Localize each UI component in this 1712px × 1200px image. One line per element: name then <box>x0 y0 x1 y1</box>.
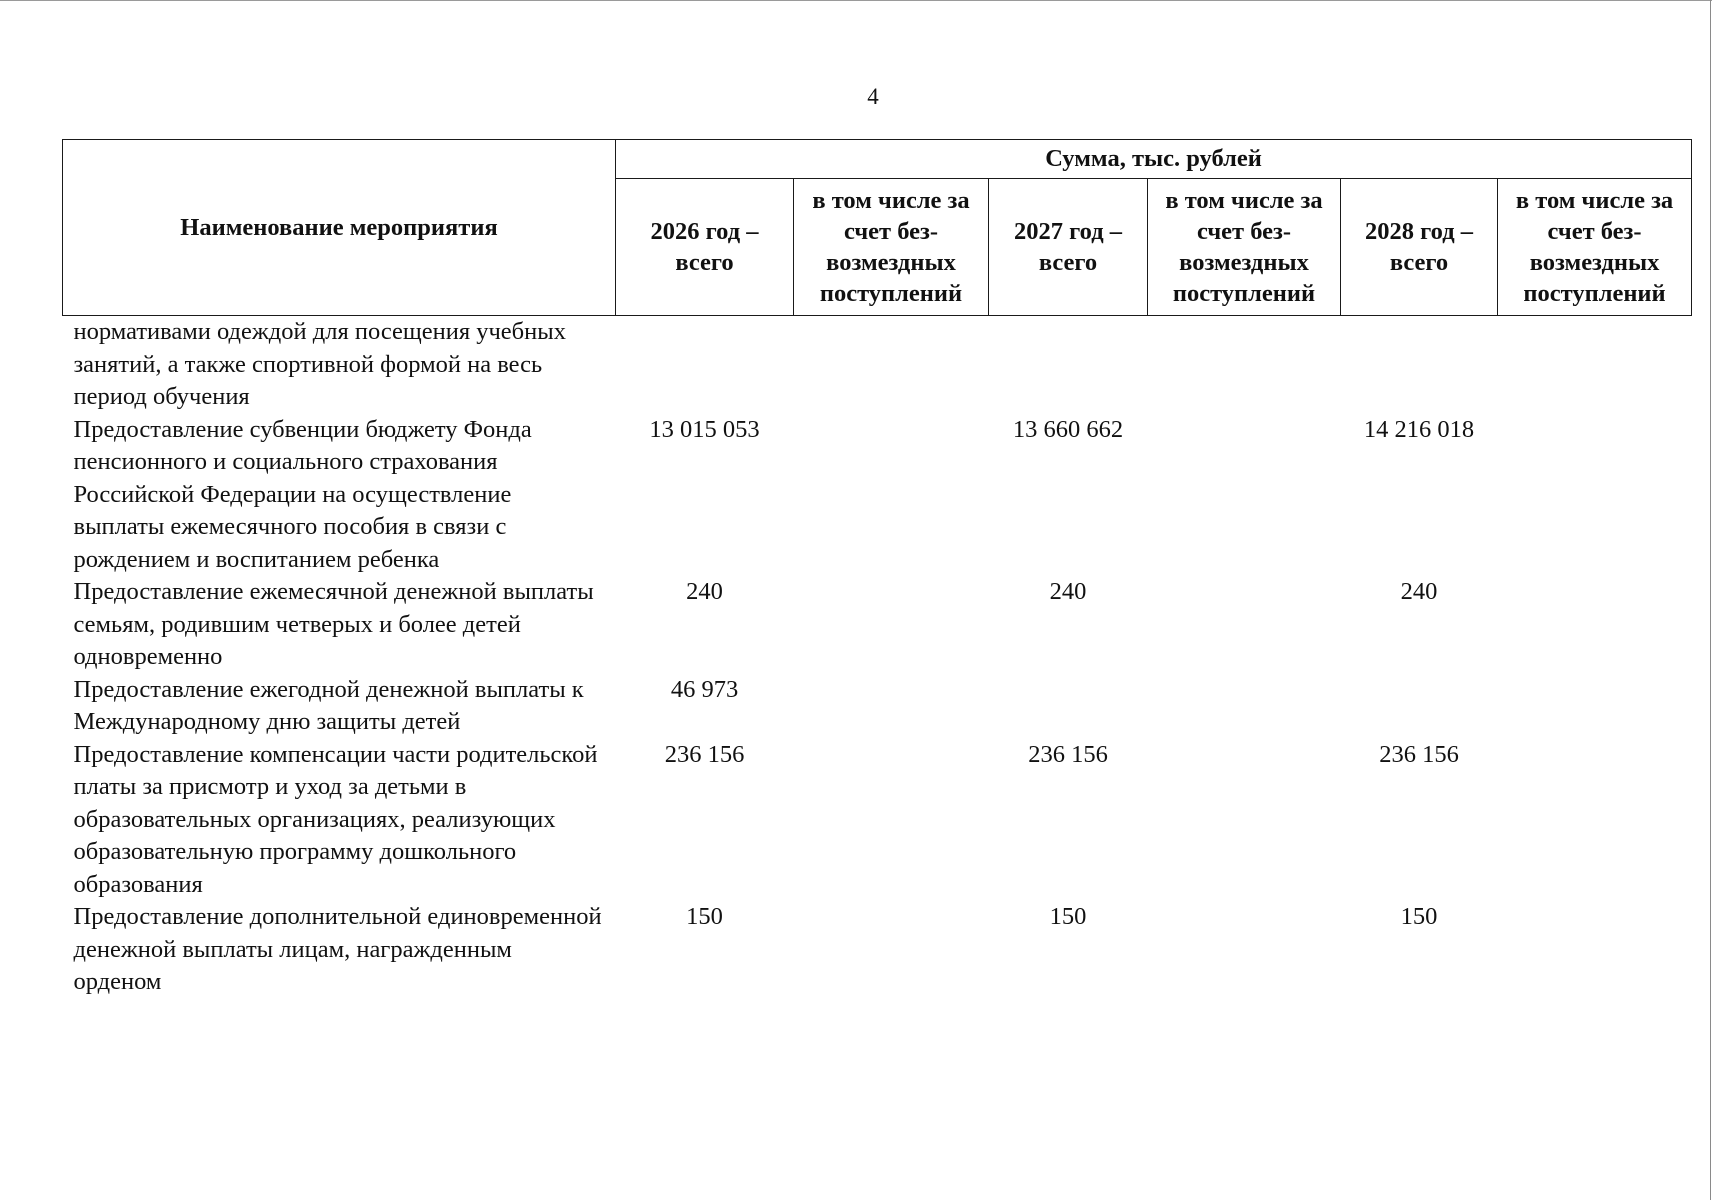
header-2028-total: 2028 год – всего <box>1341 179 1498 316</box>
value-2028-gratuitous <box>1498 316 1692 414</box>
value-2026-gratuitous <box>794 414 989 577</box>
header-2026-total: 2026 год – всего <box>616 179 794 316</box>
event-name-cell: Предоставление ежегодной денежной выплаты к Международному дню защиты детей <box>73 675 584 735</box>
header-2028-gratuitous: в том числе за счет без-возмездных поступлений <box>1498 179 1692 316</box>
header-event-name: Наименование мероприятия <box>63 140 616 316</box>
budget-table <box>62 139 1692 999</box>
value-2026-total: 240 <box>686 578 723 605</box>
value-2028-total: 240 <box>1400 578 1438 605</box>
table-body <box>63 316 1692 999</box>
event-name-cell: Предоставление субвенции бюджету Фонда пенсионного и социального страхования Российской Федерации на осуществление выплаты ежемесячного пособия в связи с рождением и воспитанием ребенка <box>73 415 532 573</box>
value-2027-total: 150 <box>1049 903 1087 930</box>
value-2026-gratuitous <box>794 901 989 999</box>
table-row <box>63 316 1692 414</box>
value-2027-total <box>989 674 1148 739</box>
value-2027-gratuitous <box>1148 316 1341 414</box>
header-2027-total: 2027 год – всего <box>989 179 1148 316</box>
value-2026-total: 236 156 <box>664 740 745 768</box>
value-2027-total: 240 <box>1049 578 1087 605</box>
value-2027-total <box>989 316 1148 414</box>
header-sum-group: Сумма, тыс. рублей <box>616 140 1692 179</box>
value-2027-gratuitous <box>1148 414 1341 577</box>
header-2026-gratuitous: в том числе за счет без-возмездных поступлений <box>794 179 989 316</box>
value-2028-gratuitous <box>1498 901 1692 999</box>
value-2028-total <box>1341 674 1498 739</box>
table-row <box>63 901 1692 999</box>
value-2027-gratuitous <box>1148 674 1341 739</box>
header-2027-gratuitous: в том числе за счет без-возмездных поступлений <box>1148 179 1341 316</box>
page-top-edge <box>0 0 1712 1</box>
table-row <box>63 674 1692 739</box>
value-2026-total: 150 <box>686 903 723 930</box>
value-2027-total: 236 156 <box>1028 740 1108 768</box>
table-row <box>63 576 1692 674</box>
value-2028-total: 14 216 018 <box>1363 415 1475 443</box>
value-2028-total: 236 156 <box>1379 740 1459 768</box>
event-name-cell: нормативами одеждой для посещения учебных занятий, а также спортивной формой на весь период обучения <box>73 318 566 410</box>
page-right-edge <box>1710 0 1711 1200</box>
value-2026-total: 13 015 053 <box>649 415 760 443</box>
value-2026-gratuitous <box>794 576 989 674</box>
value-2028-gratuitous <box>1498 576 1692 674</box>
value-2026-total: 46 973 <box>670 675 739 703</box>
value-2026-gratuitous <box>794 674 989 739</box>
value-2028-gratuitous <box>1498 739 1692 902</box>
table-header <box>63 140 1692 316</box>
value-2027-gratuitous <box>1148 576 1341 674</box>
value-2028-gratuitous <box>1498 674 1692 739</box>
event-name-cell: Предоставление ежемесячной денежной выплаты семьям, родившим четверых и более детей одновременно <box>73 578 594 670</box>
event-name-cell: Предоставление дополнительной единовременной денежной выплаты лицам, награжденным орденом <box>73 903 602 995</box>
table-row <box>63 414 1692 577</box>
value-2027-gratuitous <box>1148 739 1341 902</box>
value-2026-total <box>616 316 794 414</box>
event-name-cell: Предоставление компенсации части родительской платы за присмотр и уход за детьми в образовательных организациях, реализующих образовательную программу дошкольного образования <box>73 740 598 898</box>
value-2026-gratuitous <box>794 316 989 414</box>
value-2028-gratuitous <box>1498 414 1692 577</box>
value-2027-total: 13 660 662 <box>1012 415 1124 443</box>
value-2027-gratuitous <box>1148 901 1341 999</box>
value-2028-total <box>1341 316 1498 414</box>
page-number: 4 <box>867 84 879 109</box>
value-2028-total: 150 <box>1400 903 1438 930</box>
value-2026-gratuitous <box>794 739 989 902</box>
table-row <box>63 739 1692 902</box>
